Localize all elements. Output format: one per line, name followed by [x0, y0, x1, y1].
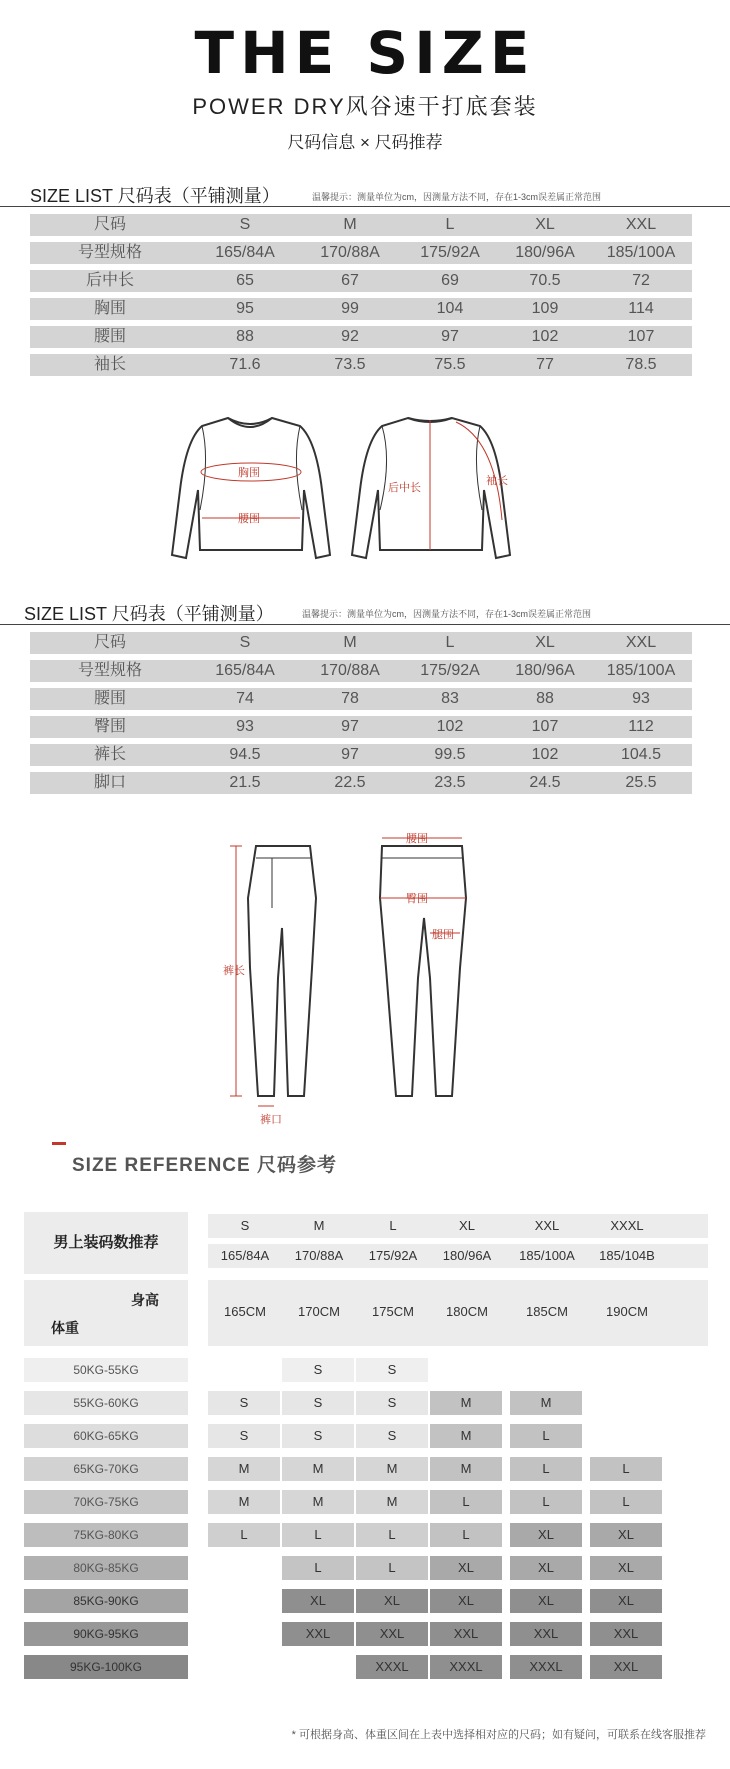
- size-recommendation-cell: XL: [430, 1589, 502, 1613]
- bottom-size-list-heading: SIZE LIST 尺码表（平铺测量）: [24, 604, 274, 624]
- weight-range-label: 50KG-55KG: [24, 1358, 188, 1382]
- size-header-cell: XXXL: [610, 1218, 644, 1233]
- weight-range-label: 95KG-100KG: [24, 1655, 188, 1679]
- bottom-table-cell: 74: [236, 690, 254, 707]
- top-table-cell: 180/96A: [515, 244, 575, 261]
- hip-label: 臀围: [406, 893, 428, 905]
- top-table-cell: S: [239, 216, 251, 233]
- size-recommendation-cell: M: [430, 1457, 502, 1481]
- bottom-table-cell: 尺码: [93, 634, 126, 651]
- top-size-list-heading: SIZE LIST 尺码表（平铺测量）: [30, 186, 280, 206]
- height-header-cell: 165CM: [224, 1304, 266, 1319]
- size-recommendation-cell: XL: [590, 1589, 662, 1613]
- top-table-cell: 114: [628, 300, 654, 317]
- top-table-cell: 95: [236, 300, 254, 317]
- height-header-cell: 185CM: [526, 1304, 568, 1319]
- top-table-cell: 后中长: [85, 272, 134, 289]
- size-recommendation-cell: S: [208, 1424, 280, 1448]
- size-recommendation-cell: M: [430, 1391, 502, 1415]
- size-header-cell: XL: [459, 1218, 475, 1233]
- top-table-cell: 175/92A: [420, 244, 480, 261]
- top-table-cell: 92: [341, 328, 359, 345]
- section-subtitle: 尺码信息 × 尺码推荐: [287, 133, 443, 152]
- bottom-table-cell: 23.5: [434, 774, 466, 791]
- bottom-table-cell: L: [445, 634, 455, 651]
- bottom-table-row: [30, 660, 692, 682]
- shirt-front-icon: [172, 418, 330, 558]
- size-recommendation-cell: XL: [282, 1589, 354, 1613]
- hem-label: 裤口: [260, 1114, 282, 1126]
- height-header-cell: 170CM: [298, 1304, 340, 1319]
- bottom-table-cell: 脚口: [93, 774, 126, 791]
- size-recommendation-cell: XL: [510, 1556, 582, 1580]
- pants-front-icon: [248, 846, 316, 1096]
- size-recommendation-cell: L: [356, 1556, 428, 1580]
- waist-label: 腰围: [238, 513, 260, 525]
- top-table-cell: 88: [236, 328, 254, 345]
- spec-header-cell: 180/96A: [442, 1248, 492, 1263]
- top-table-cell: 78.5: [625, 356, 657, 373]
- size-recommendation-cell: XXL: [356, 1622, 428, 1646]
- size-header-cell: XXL: [534, 1218, 560, 1233]
- top-table-row: [30, 242, 692, 264]
- size-recommendation-cell: XL: [590, 1523, 662, 1547]
- top-table-cell: 109: [531, 300, 559, 317]
- top-table-cell: 65: [236, 272, 254, 289]
- top-table-cell: 72: [632, 272, 650, 289]
- top-table-cell: 70.5: [529, 272, 561, 289]
- bottom-table-cell: 21.5: [229, 774, 261, 791]
- bottom-table-cell: 腰围: [93, 690, 126, 707]
- size-recommendation-cell: XXL: [590, 1655, 662, 1679]
- height-label: 身高: [131, 1292, 159, 1308]
- sleeve-label: 袖长: [486, 475, 508, 487]
- bottom-table-cell: 175/92A: [420, 662, 480, 679]
- weight-range-label: 75KG-80KG: [24, 1523, 188, 1547]
- bottom-table-cell: 107: [531, 718, 559, 735]
- bottom-table-cell: 25.5: [625, 774, 657, 791]
- bottom-table-row: [30, 688, 692, 710]
- top-table-cell: XXL: [625, 216, 657, 233]
- bottom-table-cell: 97: [341, 718, 359, 735]
- size-recommendation-cell: M: [356, 1490, 428, 1514]
- size-recommendation-cell: XXXL: [430, 1655, 502, 1679]
- bottom-table-cell: 94.5: [229, 746, 261, 763]
- size-recommendation-cell: XL: [430, 1556, 502, 1580]
- spec-header-cell: 185/100A: [519, 1248, 575, 1263]
- height-header-cell: 180CM: [446, 1304, 488, 1319]
- thigh-label: 腿围: [432, 929, 454, 941]
- bottom-table-cell: 22.5: [334, 774, 366, 791]
- weight-range-label: 70KG-75KG: [24, 1490, 188, 1514]
- top-table-cell: 165/84A: [215, 244, 275, 261]
- size-recommendation-cell: M: [208, 1457, 280, 1481]
- size-recommendation-cell: L: [510, 1424, 582, 1448]
- size-recommendation-cell: L: [208, 1523, 280, 1547]
- weight-label: 体重: [51, 1320, 79, 1336]
- bottom-table-cell: 88: [536, 690, 554, 707]
- bottom-table-row: [30, 632, 692, 654]
- reference-footnote: * 可根据身高、体重区间在上表中选择相对应的尺码；如有疑问，可联系在线客服推荐: [291, 1729, 706, 1741]
- size-recommendation-cell: XXL: [430, 1622, 502, 1646]
- size-recommendation-cell: S: [356, 1358, 428, 1382]
- size-header-cell: L: [389, 1218, 397, 1233]
- size-recommendation-cell: L: [510, 1490, 582, 1514]
- size-recommendation-cell: L: [282, 1556, 354, 1580]
- bottom-table-cell: 102: [436, 718, 464, 735]
- top-table-cell: 185/100A: [606, 244, 676, 261]
- top-table-cell: 67: [341, 272, 359, 289]
- spec-header-cell: 165/84A: [220, 1248, 270, 1263]
- size-recommendation-cell: L: [356, 1523, 428, 1547]
- size-recommendation-cell: XL: [510, 1589, 582, 1613]
- weight-range-label: 90KG-95KG: [24, 1622, 188, 1646]
- reference-title: SIZE REFERENCE 尺码参考: [72, 1155, 337, 1176]
- bottom-table-cell: 170/88A: [320, 662, 380, 679]
- top-table-row: [30, 298, 692, 320]
- top-table-cell: 71.6: [229, 356, 261, 373]
- reference-accent: [52, 1142, 66, 1145]
- bottom-table-cell: S: [239, 634, 251, 651]
- bottom-table-cell: 112: [628, 718, 654, 735]
- top-table-cell: 69: [441, 272, 459, 289]
- top-table-cell: M: [343, 216, 357, 233]
- weight-range-label: 65KG-70KG: [24, 1457, 188, 1481]
- top-table-cell: 97: [441, 328, 459, 345]
- page-title: THE SIZE: [194, 19, 536, 87]
- size-recommendation-cell: S: [208, 1391, 280, 1415]
- size-header-cell: S: [240, 1218, 250, 1233]
- bottom-table-cell: 99.5: [434, 746, 466, 763]
- bottom-table-cell: 165/84A: [215, 662, 275, 679]
- bottom-table-cell: XL: [535, 634, 555, 651]
- pants-back-icon: [380, 846, 466, 1096]
- size-recommendation-cell: M: [208, 1490, 280, 1514]
- pants-length-label: 裤长: [223, 965, 245, 977]
- top-table-row: [30, 354, 692, 376]
- top-size-list-note: 温馨提示：测量单位为cm，因测量方法不同，存在1-3cm误差属正常范围: [312, 192, 602, 202]
- size-recommendation-cell: XXL: [282, 1622, 354, 1646]
- top-section-divider: [0, 206, 730, 207]
- top-table-cell: L: [445, 216, 455, 233]
- top-table-row: [30, 326, 692, 348]
- bottom-table-cell: 185/100A: [606, 662, 676, 679]
- weight-range-label: 80KG-85KG: [24, 1556, 188, 1580]
- size-recommendation-cell: S: [356, 1424, 428, 1448]
- back-length-label: 后中长: [388, 482, 421, 494]
- chest-label: 胸围: [238, 467, 260, 479]
- size-recommendation-cell: M: [356, 1457, 428, 1481]
- height-header-cell: 190CM: [606, 1304, 648, 1319]
- size-recommendation-cell: M: [510, 1391, 582, 1415]
- bottom-table-cell: XXL: [625, 634, 657, 651]
- size-recommendation-cell: S: [282, 1358, 354, 1382]
- top-table-cell: 75.5: [434, 356, 466, 373]
- top-table-cell: 104: [436, 300, 464, 317]
- top-table-cell: 号型规格: [77, 244, 142, 261]
- bottom-table-cell: 裤长: [93, 746, 126, 763]
- size-recommendation-cell: L: [282, 1523, 354, 1547]
- shirt-diagram: [170, 400, 530, 570]
- top-table-cell: XL: [535, 216, 555, 233]
- top-table-cell: 102: [531, 328, 559, 345]
- size-recommendation-cell: XXL: [510, 1622, 582, 1646]
- size-recommendation-cell: XXXL: [356, 1655, 428, 1679]
- bottom-table-cell: 臀围: [93, 718, 126, 735]
- bottom-table-cell: M: [343, 634, 357, 651]
- bottom-table-row: [30, 772, 692, 794]
- size-header-cell: M: [313, 1218, 325, 1233]
- top-table-row: [30, 270, 692, 292]
- size-recommendation-cell: XXXL: [510, 1655, 582, 1679]
- bottom-table-cell: 93: [236, 718, 254, 735]
- size-recommendation-cell: S: [356, 1391, 428, 1415]
- top-table-cell: 99: [341, 300, 359, 317]
- spec-header-cell: 185/104B: [599, 1248, 655, 1263]
- bottom-table-cell: 93: [632, 690, 650, 707]
- pants-waist-label: 腰围: [406, 833, 428, 845]
- weight-range-label: 55KG-60KG: [24, 1391, 188, 1415]
- bottom-table-cell: 78: [341, 690, 359, 707]
- bottom-table-cell: 102: [531, 746, 559, 763]
- bottom-table-row: [30, 744, 692, 766]
- size-recommendation-cell: L: [590, 1457, 662, 1481]
- bottom-section-divider: [0, 624, 730, 625]
- bottom-table-cell: 83: [441, 690, 459, 707]
- shirt-back-icon: [352, 418, 510, 558]
- size-recommendation-cell: XL: [590, 1556, 662, 1580]
- size-recommendation-cell: L: [590, 1490, 662, 1514]
- size-recommendation-cell: S: [282, 1391, 354, 1415]
- bottom-size-list-note: 温馨提示：测量单位为cm，因测量方法不同，存在1-3cm误差属正常范围: [302, 609, 592, 619]
- bottom-table-row: [30, 716, 692, 738]
- height-header-cell: 175CM: [372, 1304, 414, 1319]
- top-table-cell: 77: [536, 356, 554, 373]
- top-table-cell: 107: [627, 328, 655, 345]
- top-table-cell: 袖长: [93, 356, 126, 373]
- spec-header-cell: 175/92A: [368, 1248, 418, 1263]
- top-table-row: [30, 214, 692, 236]
- size-recommendation-cell: L: [430, 1490, 502, 1514]
- weight-range-label: 60KG-65KG: [24, 1424, 188, 1448]
- bottom-table-cell: 97: [341, 746, 359, 763]
- pants-diagram: [220, 828, 480, 1128]
- size-recommendation-cell: XL: [356, 1589, 428, 1613]
- size-recommendation-cell: S: [282, 1424, 354, 1448]
- size-recommendation-cell: XXL: [590, 1622, 662, 1646]
- size-recommendation-cell: XL: [510, 1523, 582, 1547]
- bottom-table-cell: 24.5: [529, 774, 561, 791]
- top-table-cell: 尺码: [93, 216, 126, 233]
- weight-range-label: 85KG-90KG: [24, 1589, 188, 1613]
- corner-label: 男上装码数推荐: [24, 1212, 188, 1274]
- sleeve-measure-icon: [456, 422, 502, 520]
- size-recommendation-cell: M: [282, 1457, 354, 1481]
- spec-header-cell: 170/88A: [294, 1248, 344, 1263]
- top-table-cell: 73.5: [334, 356, 366, 373]
- size-recommendation-cell: M: [282, 1490, 354, 1514]
- size-recommendation-cell: L: [510, 1457, 582, 1481]
- top-table-cell: 腰围: [93, 328, 126, 345]
- bottom-table-cell: 104.5: [620, 746, 662, 763]
- bottom-table-cell: 180/96A: [515, 662, 575, 679]
- size-recommendation-cell: M: [430, 1424, 502, 1448]
- bottom-table-cell: 号型规格: [77, 662, 142, 679]
- top-table-cell: 170/88A: [320, 244, 380, 261]
- size-recommendation-cell: L: [430, 1523, 502, 1547]
- product-subtitle: POWER DRY风谷速干打底套装: [192, 94, 538, 119]
- top-table-cell: 胸围: [93, 300, 126, 317]
